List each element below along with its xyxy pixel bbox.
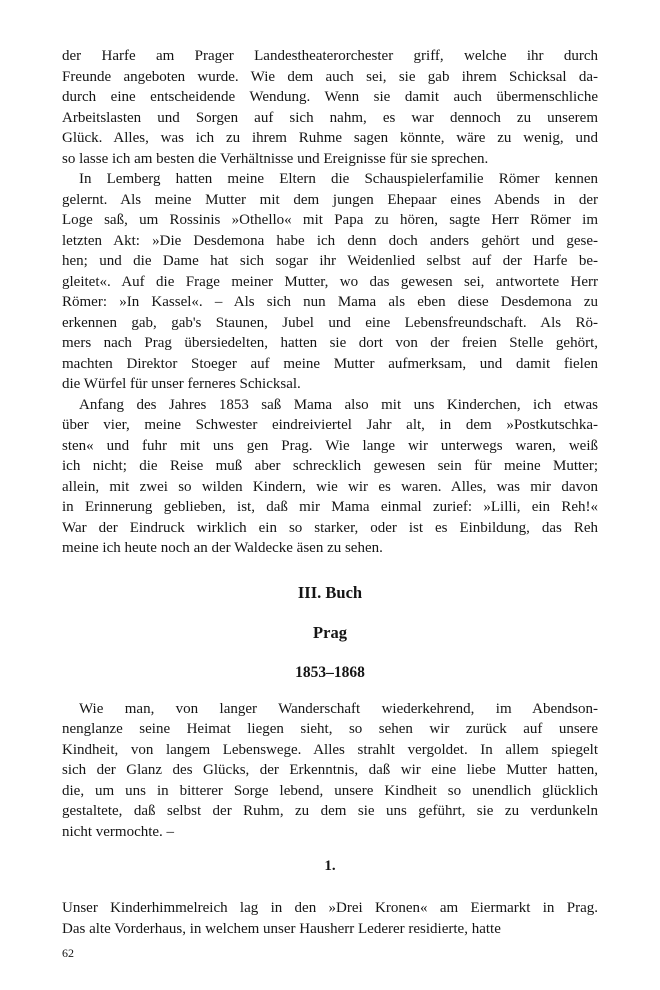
text-line: über vier, meine Schwester eindreiviertel Jahr alt, in dem »Postkutschka- — [62, 417, 598, 433]
text-line: ich nicht; die Reise muß aber schrecklich gewesen sein für meine Mutter; — [62, 458, 598, 474]
paragraph — [62, 898, 598, 939]
text-line: Loge saß, um Rossinis »Othello« mit Papa zu hören, sagte Herr Römer im — [62, 212, 598, 228]
text-line: nicht vermochte. – — [62, 823, 175, 840]
text-line: Anfang des Jahres 1853 saß Mama also mit uns Kinderchen, ich etwas — [79, 396, 598, 413]
text-line: Unser Kinderhimmelreich lag in den »Drei Kronen« am Eiermarkt in Prag. — [62, 900, 598, 916]
text-line: nenglanze seine Heimat liegen sieht, so sehen wir zurück auf unsere — [62, 721, 598, 737]
text-line: Arbeitslasten und Sorgen auf sich nahm, es war dennoch zu unserem — [62, 109, 598, 126]
text-line: hen; und die Dame hat sich sogar ihr Weidenlied selbst auf der Harfe be- — [62, 253, 598, 269]
text-line: Kindheit, von langem Lebenswege. Alles strahlt vergoldet. In allem spiegelt — [62, 741, 598, 758]
text-line: Wie man, von langer Wanderschaft wiederkehrend, im Abendson- — [79, 700, 598, 717]
text-line: War der Eindruck wirklich ein so starker, oder ist es Einbildung, das Reh — [62, 519, 598, 536]
page-content — [62, 46, 598, 939]
text-line: in Erinnerung geblieben, ist, daß mir Mama einmal zurief: »Lilli, ein Reh!« — [62, 499, 598, 515]
paragraph — [62, 46, 598, 169]
heading-chapter: Prag — [313, 622, 347, 642]
text-line: der Harfe am Prager Landestheaterorchester griff, welche ihr durch — [62, 48, 598, 64]
paragraph — [62, 699, 598, 843]
text-line: so lasse ich am besten die Verhältnisse und Ereignisse für sie sprechen. — [62, 150, 489, 167]
text-line: Freunde angeboten wurde. Wie dem auch sei, sie gab ihrem Schicksal da- — [62, 68, 598, 85]
text-line: die, um uns in bitterer Sorge lebend, unsere Kindheit so unendlich glücklich — [62, 782, 598, 799]
text-line: Glück. Alles, was ich zu ihrem Ruhme sagen könnte, wäre zu wenig, und — [62, 130, 598, 146]
heading-years: 1853–1868 — [295, 663, 365, 681]
paragraph — [62, 395, 598, 559]
text-line: letzten Akt: »Die Desdemona habe ich denn doch anders gehört und gese- — [62, 232, 598, 249]
text-line: sten« und fuhr mit uns gen Prag. Wie lange wir unterwegs waren, weiß — [62, 437, 598, 454]
text-line: gelernt. Als meine Mutter mit dem jungen Ehepaar eines Abends in der — [62, 191, 598, 208]
text-line: die Würfel für unser ferneres Schicksal. — [62, 376, 301, 392]
page-number: 62 — [62, 946, 74, 960]
text-line: machten Direktor Stoeger auf meine Mutter aufmerksam, und damit fielen — [62, 355, 598, 372]
text-line: gleitet«. Auf die Frage meiner Mutter, wo das gewesen sei, antwortete Herr — [62, 273, 598, 290]
text-line: Das alte Vorderhaus, in welchem unser Hausherr Lederer residierte, hatte — [62, 920, 501, 937]
text-line: In Lemberg hatten meine Eltern die Schauspielerfamilie Römer kennen — [79, 171, 598, 187]
text-line: durch eine entscheidende Wendung. Wenn sie damit auch übermenschliche — [62, 89, 598, 105]
text-line: allein, mit zwei so wilden Kindern, wie wir es waren. Alles, was mir davon — [62, 478, 598, 495]
text-line: sich der Glanz des Glücks, der Erkenntnis, daß wir eine liebe Mutter hatten, — [62, 762, 598, 778]
text-line: erkennen gab, gab's Staunen, Jubel und eine Lebensfreundschaft. Als Rö- — [62, 314, 598, 331]
text-line: gestaltete, daß selbst der Ruhm, zu dem sie uns geführt, sie zu verdunkeln — [62, 803, 598, 819]
text-line: mers nach Prag übersiedelten, hatten sie dort von der freien Stelle gehört, — [62, 335, 598, 351]
text-line: Römer: »In Kassel«. – Als sich nun Mama als eben diese Desdemona zu — [62, 294, 598, 310]
heading-book: III. Buch — [297, 582, 363, 602]
heading-section: 1. — [324, 858, 336, 874]
text-line: meine ich heute noch an der Waldecke äsen zu sehen. — [62, 540, 383, 556]
paragraph — [62, 169, 598, 395]
